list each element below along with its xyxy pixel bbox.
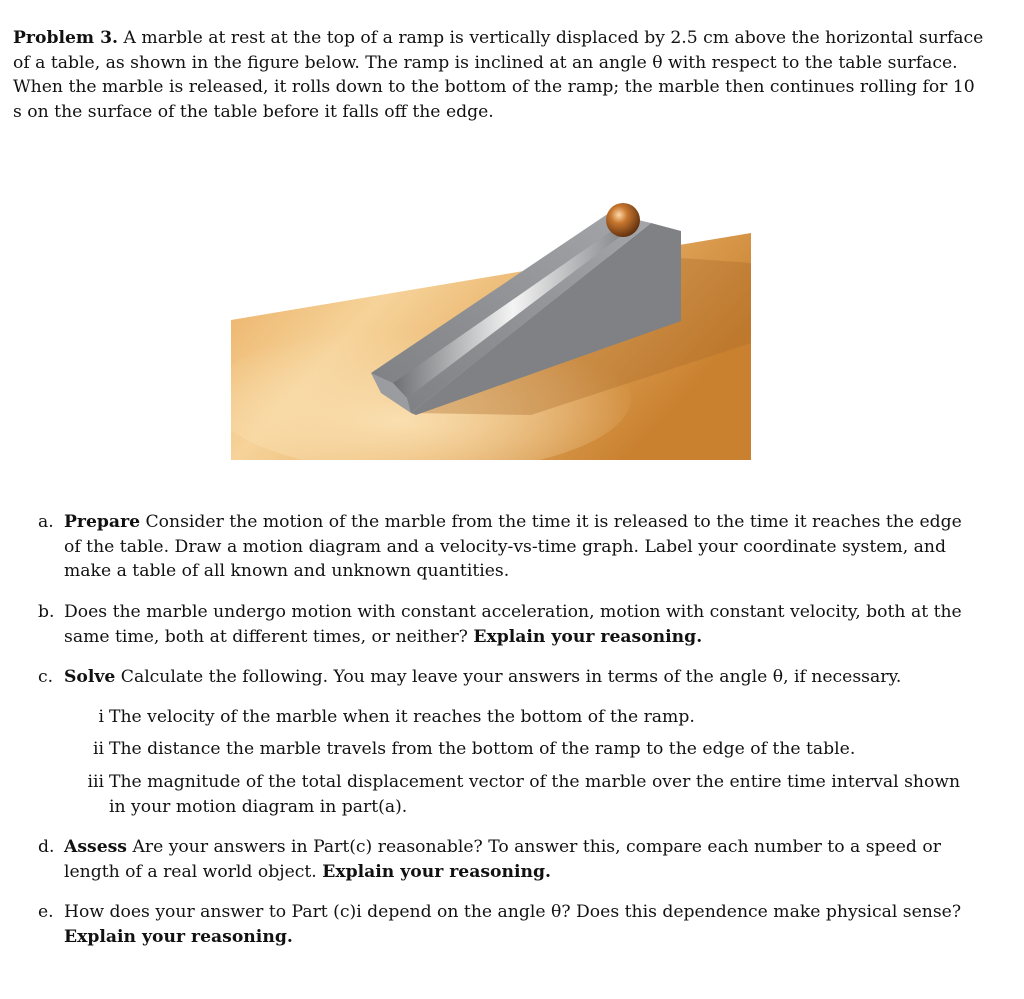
subpart-text: The magnitude of the total displacement vector of the marble over the entire time interval shown in your motion diagram in part(a).	[109, 772, 961, 817]
part-letter: a.	[38, 512, 54, 532]
subpart-number: i	[98, 707, 104, 727]
problem-statement	[13, 26, 988, 124]
part-keyword: Solve	[64, 667, 116, 687]
part-body: Calculate the following. You may leave your answers in terms of the angle θ, if necessary.	[115, 667, 902, 687]
part-text	[64, 665, 978, 690]
explain-reasoning: Explain your reasoning.	[322, 861, 552, 882]
part-body: Are your answers in Part(c) reasonable? To answer this, compare each number to a speed or length of a real world object.	[64, 837, 941, 882]
part-letter: c.	[38, 667, 54, 687]
part-text	[64, 900, 978, 949]
question-part-d	[38, 835, 978, 884]
part-letter: b.	[38, 602, 55, 622]
marble	[606, 203, 640, 237]
part-body: How does your answer to Part (c)i depend on the angle θ? Does this dependence make physical sense?	[64, 902, 962, 922]
part-letter: e.	[38, 902, 54, 922]
explain-reasoning: Explain your reasoning.	[64, 926, 293, 947]
subpart-number: ii	[93, 739, 104, 759]
part-body: Consider the motion of the marble from the time it is released to the time it reaches the edge of the table. Draw a motion diagram and a velocity-vs-time graph. Label your coordinate system, and make a table of all known and unknown quantities.	[64, 512, 962, 582]
subpart-text: The distance the marble travels from the bottom of the ramp to the edge of the table.	[109, 739, 856, 759]
subpart-number: iii	[87, 772, 104, 792]
ramp-marble-figure	[231, 193, 751, 460]
explain-reasoning: Explain your reasoning.	[473, 626, 703, 647]
part-letter: d.	[38, 837, 55, 857]
subpart-text: The velocity of the marble when it reaches the bottom of the ramp.	[109, 707, 695, 727]
problem-heading: Problem 3.	[13, 28, 119, 48]
part-text	[64, 835, 978, 884]
question-part-b	[38, 600, 978, 649]
part-body: Does the marble undergo motion with constant acceleration, motion with constant velocity, both at the same time, both at different times, or neither?	[64, 602, 962, 647]
question-part-c	[38, 665, 978, 690]
problem-intro: A marble at rest at the top of a ramp is vertically displaced by 2.5 cm above the horizontal surface of a table, as shown in the figure below. The ramp is inclined at an angle θ with respect to the table surface. When the marble is released, it rolls down to the bottom of the ramp; the marble then continues rolling for 10 s on the surface of the table before it falls off the edge.	[13, 28, 984, 122]
question-part-e	[38, 900, 978, 949]
part-keyword: Assess	[64, 837, 127, 857]
subpart-iii	[78, 770, 978, 819]
subpart-i	[78, 705, 978, 730]
subpart-ii	[78, 737, 978, 762]
part-text	[64, 510, 978, 584]
part-text	[64, 600, 978, 649]
part-keyword: Prepare	[64, 512, 141, 532]
question-part-a	[38, 510, 978, 584]
